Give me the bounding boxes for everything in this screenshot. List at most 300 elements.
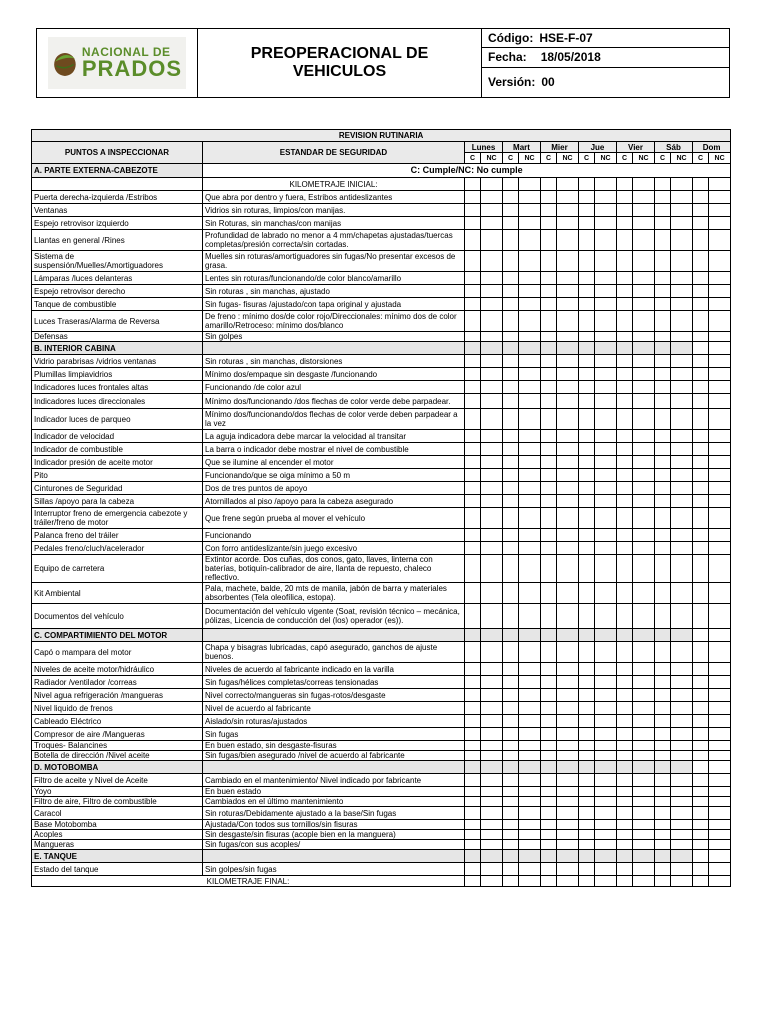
check-cell[interactable] [655, 741, 671, 751]
check-cell[interactable] [503, 840, 519, 850]
check-cell[interactable] [633, 381, 655, 394]
check-cell[interactable] [671, 430, 693, 443]
check-cell[interactable] [465, 741, 481, 751]
check-cell[interactable] [671, 751, 693, 761]
check-cell[interactable] [655, 251, 671, 272]
check-cell[interactable] [671, 178, 693, 191]
check-cell[interactable] [519, 728, 541, 741]
check-cell[interactable] [671, 508, 693, 529]
check-cell[interactable] [481, 751, 503, 761]
check-cell[interactable] [519, 430, 541, 443]
check-cell[interactable] [595, 355, 617, 368]
check-cell[interactable] [465, 272, 481, 285]
check-cell[interactable] [519, 355, 541, 368]
check-cell[interactable] [595, 702, 617, 715]
check-cell[interactable] [503, 178, 519, 191]
check-cell[interactable] [503, 555, 519, 583]
check-cell[interactable] [617, 797, 633, 807]
check-cell[interactable] [541, 409, 557, 430]
check-cell[interactable] [481, 178, 503, 191]
check-cell[interactable] [481, 555, 503, 583]
check-cell[interactable] [481, 469, 503, 482]
check-cell[interactable] [579, 807, 595, 820]
check-cell[interactable] [557, 807, 579, 820]
check-cell[interactable] [617, 663, 633, 676]
check-cell[interactable] [655, 508, 671, 529]
check-cell[interactable] [709, 820, 731, 830]
check-cell[interactable] [709, 230, 731, 251]
check-cell[interactable] [579, 741, 595, 751]
check-cell[interactable] [465, 191, 481, 204]
check-cell[interactable] [671, 204, 693, 217]
check-cell[interactable] [481, 443, 503, 456]
check-cell[interactable] [541, 272, 557, 285]
check-cell[interactable] [655, 807, 671, 820]
check-cell[interactable] [693, 676, 709, 689]
check-cell[interactable] [503, 285, 519, 298]
check-cell[interactable] [693, 191, 709, 204]
check-cell[interactable] [671, 797, 693, 807]
check-cell[interactable] [595, 820, 617, 830]
check-cell[interactable] [519, 409, 541, 430]
check-cell[interactable] [579, 876, 595, 887]
check-cell[interactable] [481, 840, 503, 850]
check-cell[interactable] [617, 285, 633, 298]
check-cell[interactable] [655, 604, 671, 629]
check-cell[interactable] [617, 642, 633, 663]
check-cell[interactable] [595, 430, 617, 443]
check-cell[interactable] [579, 820, 595, 830]
check-cell[interactable] [709, 787, 731, 797]
check-cell[interactable] [655, 555, 671, 583]
check-cell[interactable] [503, 741, 519, 751]
check-cell[interactable] [693, 430, 709, 443]
check-cell[interactable] [633, 689, 655, 702]
check-cell[interactable] [693, 555, 709, 583]
check-cell[interactable] [465, 542, 481, 555]
check-cell[interactable] [693, 583, 709, 604]
check-cell[interactable] [519, 443, 541, 456]
check-cell[interactable] [519, 830, 541, 840]
check-cell[interactable] [541, 604, 557, 629]
check-cell[interactable] [655, 272, 671, 285]
check-cell[interactable] [579, 443, 595, 456]
check-cell[interactable] [579, 204, 595, 217]
check-cell[interactable] [481, 787, 503, 797]
check-cell[interactable] [579, 311, 595, 332]
check-cell[interactable] [693, 311, 709, 332]
check-cell[interactable] [519, 555, 541, 583]
check-cell[interactable] [579, 495, 595, 508]
check-cell[interactable] [693, 807, 709, 820]
check-cell[interactable] [617, 508, 633, 529]
check-cell[interactable] [693, 797, 709, 807]
check-cell[interactable] [633, 251, 655, 272]
check-cell[interactable] [671, 689, 693, 702]
check-cell[interactable] [481, 204, 503, 217]
check-cell[interactable] [655, 495, 671, 508]
check-cell[interactable] [519, 495, 541, 508]
check-cell[interactable] [579, 430, 595, 443]
check-cell[interactable] [617, 355, 633, 368]
check-cell[interactable] [595, 774, 617, 787]
check-cell[interactable] [557, 583, 579, 604]
check-cell[interactable] [465, 820, 481, 830]
check-cell[interactable] [671, 663, 693, 676]
check-cell[interactable] [465, 332, 481, 342]
check-cell[interactable] [671, 715, 693, 728]
check-cell[interactable] [671, 728, 693, 741]
check-cell[interactable] [655, 715, 671, 728]
check-cell[interactable] [709, 311, 731, 332]
check-cell[interactable] [503, 409, 519, 430]
check-cell[interactable] [503, 430, 519, 443]
check-cell[interactable] [503, 482, 519, 495]
check-cell[interactable] [519, 298, 541, 311]
check-cell[interactable] [579, 355, 595, 368]
check-cell[interactable] [519, 715, 541, 728]
check-cell[interactable] [579, 394, 595, 409]
check-cell[interactable] [595, 863, 617, 876]
check-cell[interactable] [557, 409, 579, 430]
check-cell[interactable] [671, 876, 693, 887]
check-cell[interactable] [633, 751, 655, 761]
check-cell[interactable] [481, 355, 503, 368]
check-cell[interactable] [557, 542, 579, 555]
check-cell[interactable] [465, 787, 481, 797]
check-cell[interactable] [481, 741, 503, 751]
check-cell[interactable] [557, 820, 579, 830]
check-cell[interactable] [519, 820, 541, 830]
check-cell[interactable] [709, 840, 731, 850]
check-cell[interactable] [503, 394, 519, 409]
check-cell[interactable] [465, 456, 481, 469]
check-cell[interactable] [709, 298, 731, 311]
check-cell[interactable] [655, 840, 671, 850]
check-cell[interactable] [633, 495, 655, 508]
check-cell[interactable] [519, 863, 541, 876]
check-cell[interactable] [503, 443, 519, 456]
check-cell[interactable] [655, 311, 671, 332]
check-cell[interactable] [465, 676, 481, 689]
check-cell[interactable] [481, 230, 503, 251]
check-cell[interactable] [465, 230, 481, 251]
check-cell[interactable] [579, 830, 595, 840]
check-cell[interactable] [633, 332, 655, 342]
check-cell[interactable] [709, 508, 731, 529]
check-cell[interactable] [465, 728, 481, 741]
check-cell[interactable] [557, 642, 579, 663]
check-cell[interactable] [481, 495, 503, 508]
check-cell[interactable] [655, 689, 671, 702]
check-cell[interactable] [481, 311, 503, 332]
check-cell[interactable] [709, 482, 731, 495]
check-cell[interactable] [481, 482, 503, 495]
check-cell[interactable] [503, 204, 519, 217]
check-cell[interactable] [465, 702, 481, 715]
check-cell[interactable] [579, 272, 595, 285]
check-cell[interactable] [481, 381, 503, 394]
check-cell[interactable] [633, 272, 655, 285]
check-cell[interactable] [541, 355, 557, 368]
check-cell[interactable] [709, 797, 731, 807]
check-cell[interactable] [519, 272, 541, 285]
check-cell[interactable] [541, 285, 557, 298]
check-cell[interactable] [541, 482, 557, 495]
check-cell[interactable] [503, 191, 519, 204]
check-cell[interactable] [503, 508, 519, 529]
check-cell[interactable] [633, 217, 655, 230]
check-cell[interactable] [503, 495, 519, 508]
check-cell[interactable] [671, 482, 693, 495]
check-cell[interactable] [693, 689, 709, 702]
check-cell[interactable] [465, 797, 481, 807]
check-cell[interactable] [541, 443, 557, 456]
check-cell[interactable] [541, 751, 557, 761]
check-cell[interactable] [671, 311, 693, 332]
check-cell[interactable] [519, 787, 541, 797]
check-cell[interactable] [671, 555, 693, 583]
check-cell[interactable] [709, 332, 731, 342]
check-cell[interactable] [579, 728, 595, 741]
check-cell[interactable] [633, 443, 655, 456]
check-cell[interactable] [579, 774, 595, 787]
check-cell[interactable] [633, 876, 655, 887]
check-cell[interactable] [465, 495, 481, 508]
check-cell[interactable] [655, 676, 671, 689]
check-cell[interactable] [541, 797, 557, 807]
check-cell[interactable] [481, 583, 503, 604]
check-cell[interactable] [633, 863, 655, 876]
check-cell[interactable] [503, 217, 519, 230]
check-cell[interactable] [541, 251, 557, 272]
check-cell[interactable] [557, 298, 579, 311]
check-cell[interactable] [557, 876, 579, 887]
check-cell[interactable] [519, 876, 541, 887]
check-cell[interactable] [655, 751, 671, 761]
check-cell[interactable] [671, 443, 693, 456]
check-cell[interactable] [595, 807, 617, 820]
check-cell[interactable] [481, 529, 503, 542]
check-cell[interactable] [519, 663, 541, 676]
check-cell[interactable] [503, 797, 519, 807]
check-cell[interactable] [579, 381, 595, 394]
check-cell[interactable] [617, 728, 633, 741]
check-cell[interactable] [617, 204, 633, 217]
check-cell[interactable] [557, 230, 579, 251]
check-cell[interactable] [595, 751, 617, 761]
check-cell[interactable] [503, 355, 519, 368]
check-cell[interactable] [541, 311, 557, 332]
check-cell[interactable] [465, 689, 481, 702]
check-cell[interactable] [633, 355, 655, 368]
check-cell[interactable] [541, 204, 557, 217]
check-cell[interactable] [519, 311, 541, 332]
check-cell[interactable] [655, 217, 671, 230]
check-cell[interactable] [633, 191, 655, 204]
check-cell[interactable] [693, 741, 709, 751]
check-cell[interactable] [557, 840, 579, 850]
check-cell[interactable] [481, 191, 503, 204]
check-cell[interactable] [503, 751, 519, 761]
check-cell[interactable] [617, 840, 633, 850]
check-cell[interactable] [633, 741, 655, 751]
check-cell[interactable] [617, 381, 633, 394]
check-cell[interactable] [541, 840, 557, 850]
check-cell[interactable] [633, 204, 655, 217]
check-cell[interactable] [519, 689, 541, 702]
check-cell[interactable] [465, 555, 481, 583]
check-cell[interactable] [465, 642, 481, 663]
check-cell[interactable] [541, 542, 557, 555]
check-cell[interactable] [465, 298, 481, 311]
check-cell[interactable] [481, 642, 503, 663]
check-cell[interactable] [617, 702, 633, 715]
check-cell[interactable] [617, 715, 633, 728]
check-cell[interactable] [633, 456, 655, 469]
check-cell[interactable] [709, 751, 731, 761]
check-cell[interactable] [617, 807, 633, 820]
check-cell[interactable] [503, 663, 519, 676]
check-cell[interactable] [617, 863, 633, 876]
check-cell[interactable] [579, 787, 595, 797]
check-cell[interactable] [481, 332, 503, 342]
check-cell[interactable] [503, 583, 519, 604]
check-cell[interactable] [617, 230, 633, 251]
check-cell[interactable] [617, 311, 633, 332]
check-cell[interactable] [633, 840, 655, 850]
check-cell[interactable] [655, 456, 671, 469]
check-cell[interactable] [503, 311, 519, 332]
check-cell[interactable] [465, 355, 481, 368]
check-cell[interactable] [709, 251, 731, 272]
check-cell[interactable] [693, 604, 709, 629]
check-cell[interactable] [633, 394, 655, 409]
check-cell[interactable] [693, 840, 709, 850]
check-cell[interactable] [617, 298, 633, 311]
check-cell[interactable] [481, 689, 503, 702]
check-cell[interactable] [541, 298, 557, 311]
check-cell[interactable] [557, 272, 579, 285]
check-cell[interactable] [557, 508, 579, 529]
check-cell[interactable] [595, 529, 617, 542]
check-cell[interactable] [465, 604, 481, 629]
check-cell[interactable] [709, 469, 731, 482]
check-cell[interactable] [595, 381, 617, 394]
check-cell[interactable] [481, 298, 503, 311]
check-cell[interactable] [541, 583, 557, 604]
check-cell[interactable] [693, 332, 709, 342]
check-cell[interactable] [633, 529, 655, 542]
check-cell[interactable] [519, 676, 541, 689]
check-cell[interactable] [633, 676, 655, 689]
check-cell[interactable] [693, 285, 709, 298]
check-cell[interactable] [709, 728, 731, 741]
check-cell[interactable] [481, 774, 503, 787]
check-cell[interactable] [709, 663, 731, 676]
check-cell[interactable] [557, 217, 579, 230]
check-cell[interactable] [671, 394, 693, 409]
check-cell[interactable] [595, 728, 617, 741]
check-cell[interactable] [519, 469, 541, 482]
check-cell[interactable] [503, 807, 519, 820]
check-cell[interactable] [481, 797, 503, 807]
check-cell[interactable] [633, 807, 655, 820]
check-cell[interactable] [579, 230, 595, 251]
check-cell[interactable] [595, 285, 617, 298]
check-cell[interactable] [541, 820, 557, 830]
check-cell[interactable] [693, 715, 709, 728]
check-cell[interactable] [655, 830, 671, 840]
check-cell[interactable] [541, 230, 557, 251]
check-cell[interactable] [671, 298, 693, 311]
check-cell[interactable] [465, 583, 481, 604]
check-cell[interactable] [655, 298, 671, 311]
check-cell[interactable] [541, 430, 557, 443]
check-cell[interactable] [709, 495, 731, 508]
check-cell[interactable] [557, 191, 579, 204]
check-cell[interactable] [557, 715, 579, 728]
check-cell[interactable] [595, 178, 617, 191]
check-cell[interactable] [617, 272, 633, 285]
check-cell[interactable] [617, 751, 633, 761]
check-cell[interactable] [709, 409, 731, 430]
check-cell[interactable] [671, 863, 693, 876]
check-cell[interactable] [503, 728, 519, 741]
check-cell[interactable] [519, 394, 541, 409]
check-cell[interactable] [519, 332, 541, 342]
check-cell[interactable] [617, 820, 633, 830]
check-cell[interactable] [655, 332, 671, 342]
check-cell[interactable] [617, 443, 633, 456]
check-cell[interactable] [557, 787, 579, 797]
check-cell[interactable] [503, 332, 519, 342]
check-cell[interactable] [465, 443, 481, 456]
check-cell[interactable] [633, 728, 655, 741]
check-cell[interactable] [465, 840, 481, 850]
check-cell[interactable] [671, 495, 693, 508]
check-cell[interactable] [693, 876, 709, 887]
check-cell[interactable] [693, 751, 709, 761]
check-cell[interactable] [693, 820, 709, 830]
check-cell[interactable] [693, 787, 709, 797]
check-cell[interactable] [519, 797, 541, 807]
check-cell[interactable] [541, 368, 557, 381]
check-cell[interactable] [655, 230, 671, 251]
check-cell[interactable] [579, 298, 595, 311]
check-cell[interactable] [481, 368, 503, 381]
check-cell[interactable] [671, 251, 693, 272]
check-cell[interactable] [481, 394, 503, 409]
check-cell[interactable] [693, 456, 709, 469]
check-cell[interactable] [633, 702, 655, 715]
check-cell[interactable] [519, 368, 541, 381]
check-cell[interactable] [617, 430, 633, 443]
check-cell[interactable] [465, 469, 481, 482]
check-cell[interactable] [671, 230, 693, 251]
check-cell[interactable] [519, 604, 541, 629]
check-cell[interactable] [671, 409, 693, 430]
check-cell[interactable] [579, 482, 595, 495]
check-cell[interactable] [465, 285, 481, 298]
check-cell[interactable] [709, 863, 731, 876]
check-cell[interactable] [671, 840, 693, 850]
check-cell[interactable] [557, 830, 579, 840]
check-cell[interactable] [579, 689, 595, 702]
check-cell[interactable] [693, 381, 709, 394]
check-cell[interactable] [595, 830, 617, 840]
check-cell[interactable] [519, 381, 541, 394]
